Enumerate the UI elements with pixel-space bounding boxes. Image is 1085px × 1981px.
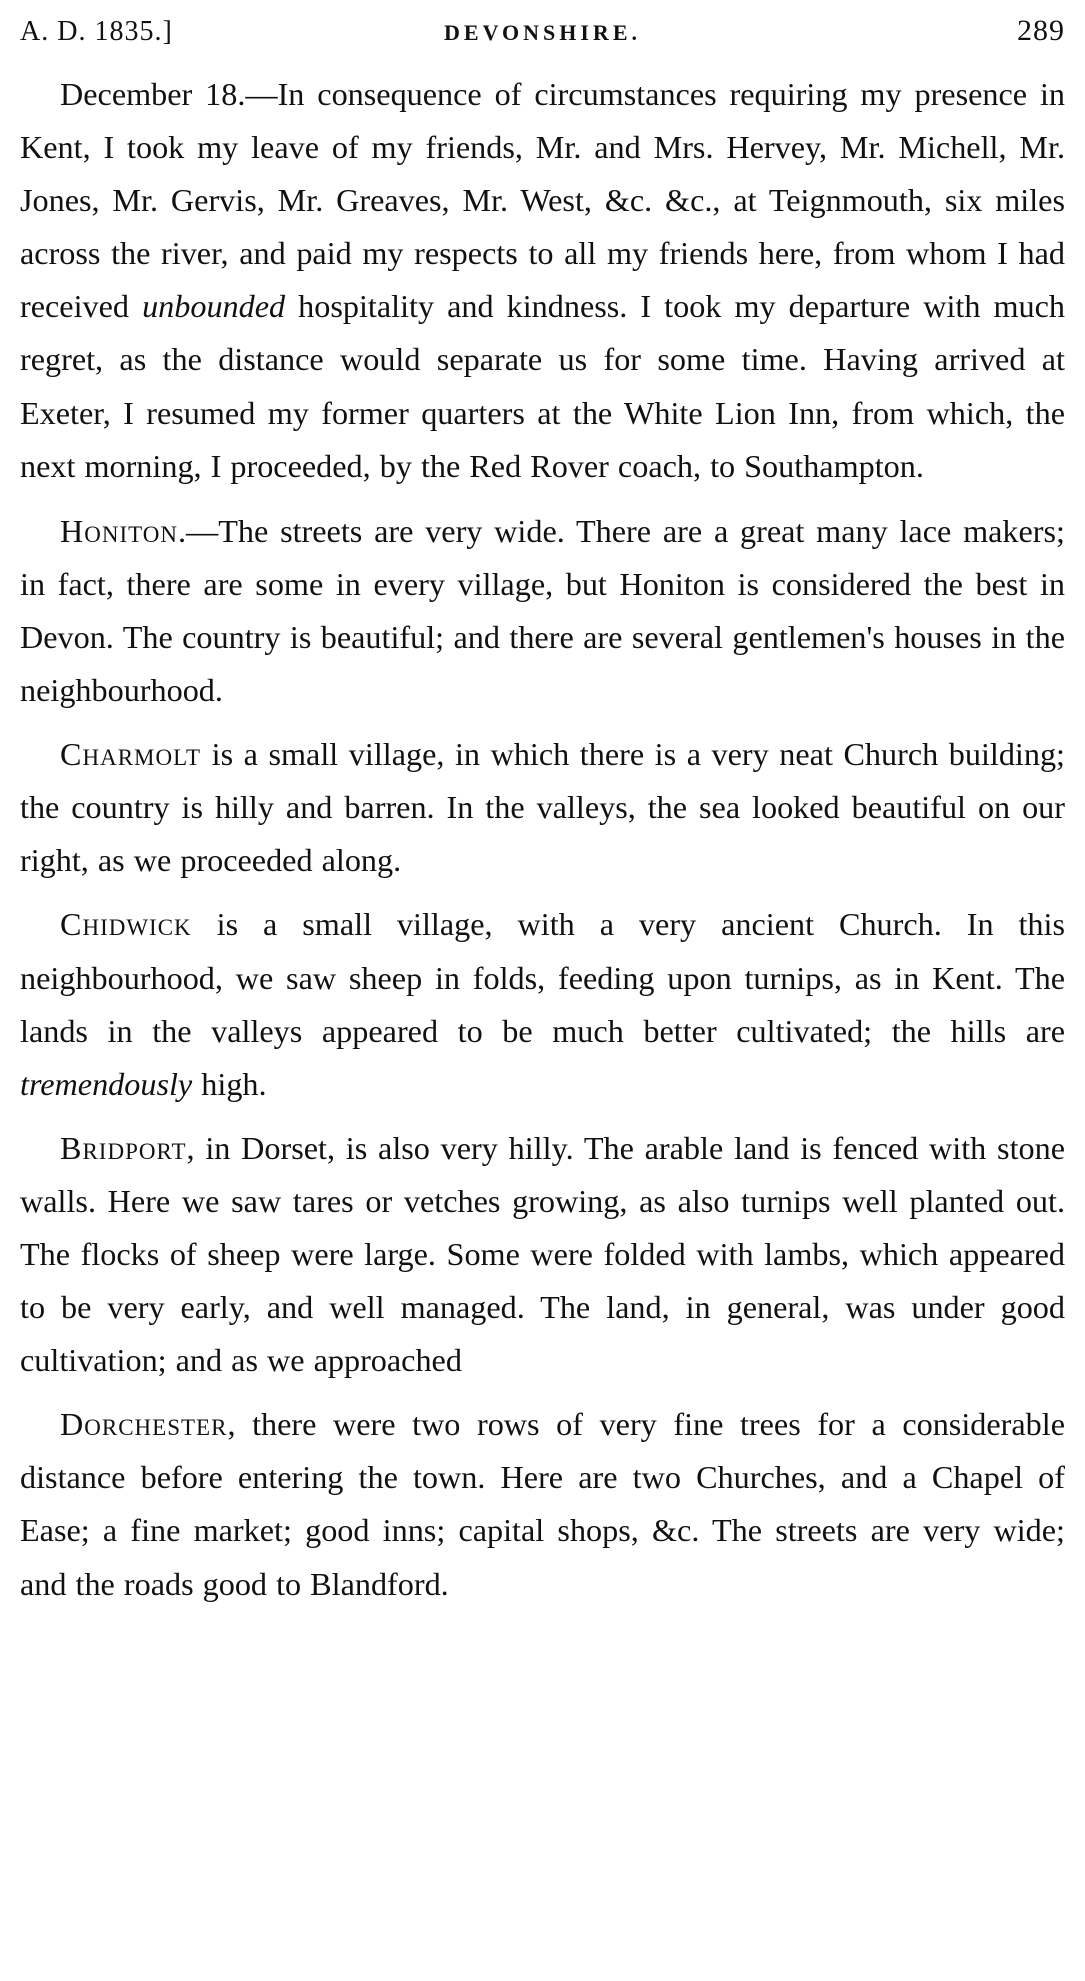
page-number: 289 (1017, 14, 1065, 47)
place-name-chidwick: Chidwick (60, 906, 192, 943)
body-text (20, 68, 1065, 1622)
paragraph-text: .—The streets are very wide. There are a great many lace makers; in fact, there are some in every village, but Honiton is considered the best in Devon. The country is beautiful; and there are several gentlemen's houses in the neighbourhood. (20, 512, 1065, 709)
paragraph-text: December 18.—In consequence of circumstances requiring my presence in Kent, I took my leave of my friends, Mr. and Mrs. Hervey, Mr. Michell, Mr. Jones, Mr. Gervis, Mr. Greaves, Mr. West, &c. &c., at Teignmouth, six miles across the river, and paid my respects to all my friends here, from whom I had received (20, 76, 1065, 325)
paragraph-text: is a small village, with a very ancient Church. In this neighbourhood, we saw sheep in folds, feeding upon turnips, as in Kent. The lands in the valleys appeared to be much better cultivated; the hills are (20, 906, 1065, 1049)
running-head (20, 14, 1065, 54)
place-name-honiton: Honiton (60, 512, 178, 549)
paragraph-honiton (20, 505, 1065, 717)
paragraph-text: is a small village, in which there is a very neat Church building; the country is hilly and barren. In the valleys, the sea looked beautiful on our right, as we proceeded along. (20, 736, 1065, 879)
place-name-bridport: Bridport (60, 1129, 187, 1166)
emphasis-text: tremendously (20, 1065, 193, 1102)
paragraph-text: , in Dorset, is also very hilly. The arable land is fenced with stone walls. Here we saw tares or vetches growing, as also turnips well planted out. The flocks of sheep were large. Some were folded with lambs, which appeared to be very early, and well managed. The land, in general, was under good cultivation; and as we approached (20, 1129, 1065, 1379)
running-head-year: A. D. 1835.] (20, 16, 173, 47)
paragraph-charmolt (20, 728, 1065, 887)
running-head-title: DEVONSHIRE. (444, 20, 641, 45)
place-name-dorchester: Dorchester (60, 1406, 228, 1443)
paragraph-chidwick (20, 898, 1065, 1110)
paragraph-text-continued: hospitality and kindness. I took my departure with much regret, as the distance would separate us for some time. Having arrived at Exeter, I resumed my former quarters at the White Lion Inn, from which, the next morning, I proceeded, by the Red Rover coach, to Southampton. (20, 288, 1066, 484)
paragraph-bridport (20, 1122, 1065, 1387)
place-name-charmolt: Charmolt (60, 736, 202, 773)
paragraph-text-continued: high. (192, 1065, 267, 1102)
paragraph-text: , there were two rows of very fine trees for a considerable distance before entering the town. Here are two Churches, and a Chapel of Ease; a fine market; good inns; capital shops, &c. The streets are very wide; and the roads good to Blandford. (20, 1406, 1065, 1602)
paragraph-december-18 (20, 68, 1065, 493)
emphasis-text: unbounded (142, 288, 286, 325)
paragraph-dorchester (20, 1398, 1065, 1610)
